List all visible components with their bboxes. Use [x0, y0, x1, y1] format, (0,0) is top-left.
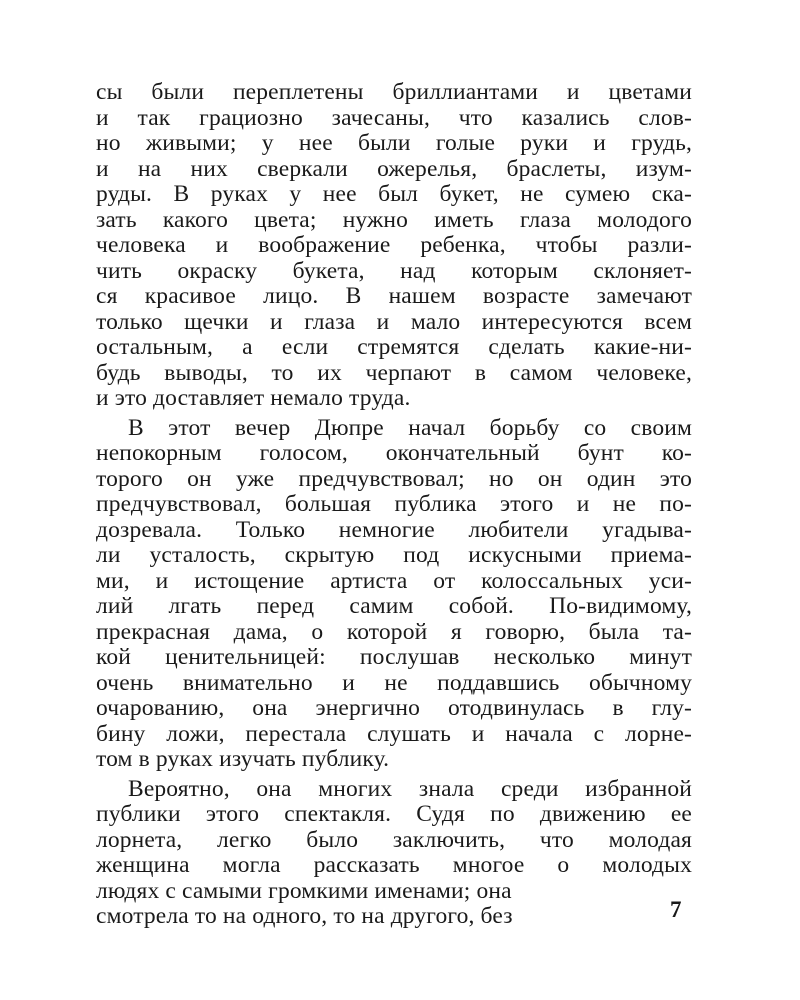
text-line: ми, и истощение артиста от колоссальных уси- — [96, 567, 692, 594]
text-line: смотрела то на одного, то на другого, без — [96, 903, 513, 929]
text-line: публики этого спектакля. Судя по движению ее — [96, 801, 692, 827]
text-line: лий лгать перед самим собой. По-видимому, — [96, 593, 692, 619]
text-line: руды. В руках у нее был букет, не сумею ска- — [96, 181, 692, 207]
paragraph-2 — [96, 416, 692, 773]
text-line: сы были переплетены бриллиантами и цветами — [96, 79, 692, 105]
text-line: ли усталость, скрытую под искусными приема- — [96, 542, 692, 568]
page-number: 7 — [670, 897, 682, 922]
text-line: только щечки и глаза и мало интересуются всем — [96, 308, 692, 335]
body-text — [96, 80, 692, 930]
text-line: кой ценительницей: послушав несколько минут — [96, 644, 692, 670]
text-line: Вероятно, она многих знала среди избранной — [128, 775, 692, 802]
text-line: и так грациозно зачесаны, что казались слов- — [96, 104, 692, 131]
text-line: человека и воображение ребенка, чтобы разли- — [96, 232, 692, 258]
text-line: чить окраску букета, над которым склоняет- — [96, 257, 692, 284]
text-line: том в руках изучать публику. — [96, 746, 390, 772]
paragraph-3 — [96, 777, 692, 930]
text-line: дозревала. Только немногие любители угадыва- — [96, 516, 692, 543]
text-line: непокорным голосом, окончательный бунт ко- — [96, 440, 692, 466]
text-line: прекрасная дама, о которой я говорю, была та- — [96, 618, 692, 645]
text-line: и это доставляет немало труда. — [96, 385, 411, 411]
text-line: женщина могла рассказать многое о молодых — [96, 852, 692, 878]
text-line: ся красивое лицо. В нашем возрасте замечают — [96, 283, 692, 309]
text-line: зать какого цвета; нужно иметь глаза молодого — [96, 206, 692, 233]
text-line: очень внимательно и не поддавшись обычному — [96, 669, 692, 696]
text-line: лорнета, легко было заключить, что молодая — [96, 826, 692, 853]
text-line: и на них сверкали ожерелья, браслеты, изум- — [96, 155, 692, 182]
text-line: В этот вечер Дюпре начал борьбу со своим — [128, 414, 692, 441]
text-line: остальным, а если стремятся сделать какие-ни- — [96, 334, 692, 360]
text-line: будь выводы, то их черпают в самом человеке, — [96, 359, 692, 386]
text-line: но живыми; у нее были голые руки и грудь, — [96, 130, 692, 156]
text-line: людях с самыми громкими именами; она — [96, 877, 512, 904]
text-line: торого он уже предчувствовал; но он один это — [96, 465, 692, 492]
paragraph-1 — [96, 80, 692, 412]
text-line: бину ложи, перестала слушать и начала с лорне- — [96, 720, 692, 747]
text-line: очарованию, она энергично отодвинулась в глу- — [96, 695, 692, 721]
text-line: предчувствовал, большая публика этого и не по- — [96, 491, 692, 517]
